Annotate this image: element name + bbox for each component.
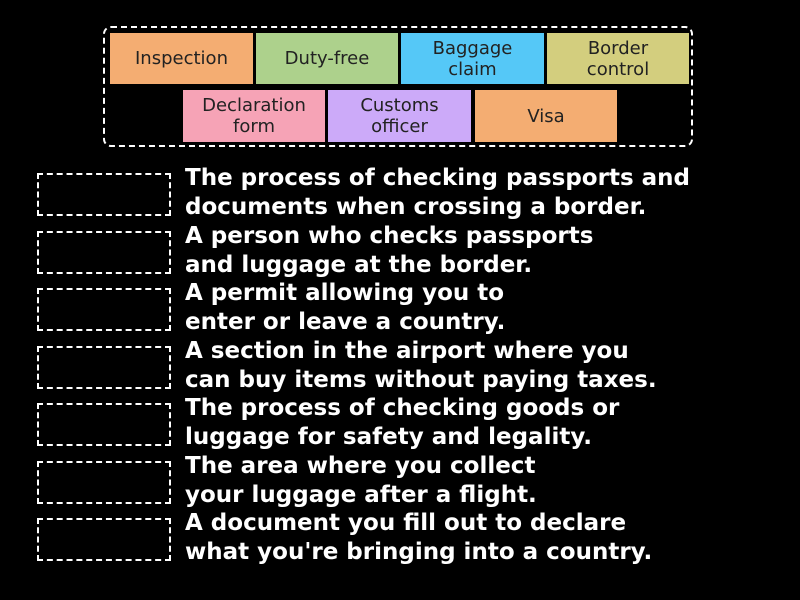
definition-6: The area where you collect your luggage after a flight. [185,453,537,508]
tile-duty-free[interactable]: Duty-free [256,33,398,84]
tile-customs-officer[interactable]: Customs officer [328,90,471,142]
definition-3: A permit allowing you to enter or leave a country. [185,280,506,335]
answer-slot-1[interactable] [37,173,171,216]
tile-border-control[interactable]: Border control [547,33,689,84]
answer-slot-5[interactable] [37,403,171,446]
tile-baggage-claim[interactable]: Baggage claim [401,33,544,84]
answer-slot-2[interactable] [37,231,171,274]
definition-1: The process of checking passports and documents when crossing a border. [185,165,691,220]
definition-5: The process of checking goods or luggage for safety and legality. [185,395,620,450]
tile-inspection[interactable]: Inspection [110,33,253,84]
answer-slot-7[interactable] [37,518,171,561]
answer-slot-3[interactable] [37,288,171,331]
tile-declaration-form[interactable]: Declaration form [183,90,325,142]
definition-7: A document you fill out to declare what you're bringing into a country. [185,510,653,565]
definition-4: A section in the airport where you can buy items without paying taxes. [185,338,657,393]
definition-2: A person who checks passports and luggage at the border. [185,223,594,278]
tile-visa[interactable]: Visa [475,90,617,142]
answer-slot-6[interactable] [37,461,171,504]
answer-slot-4[interactable] [37,346,171,389]
